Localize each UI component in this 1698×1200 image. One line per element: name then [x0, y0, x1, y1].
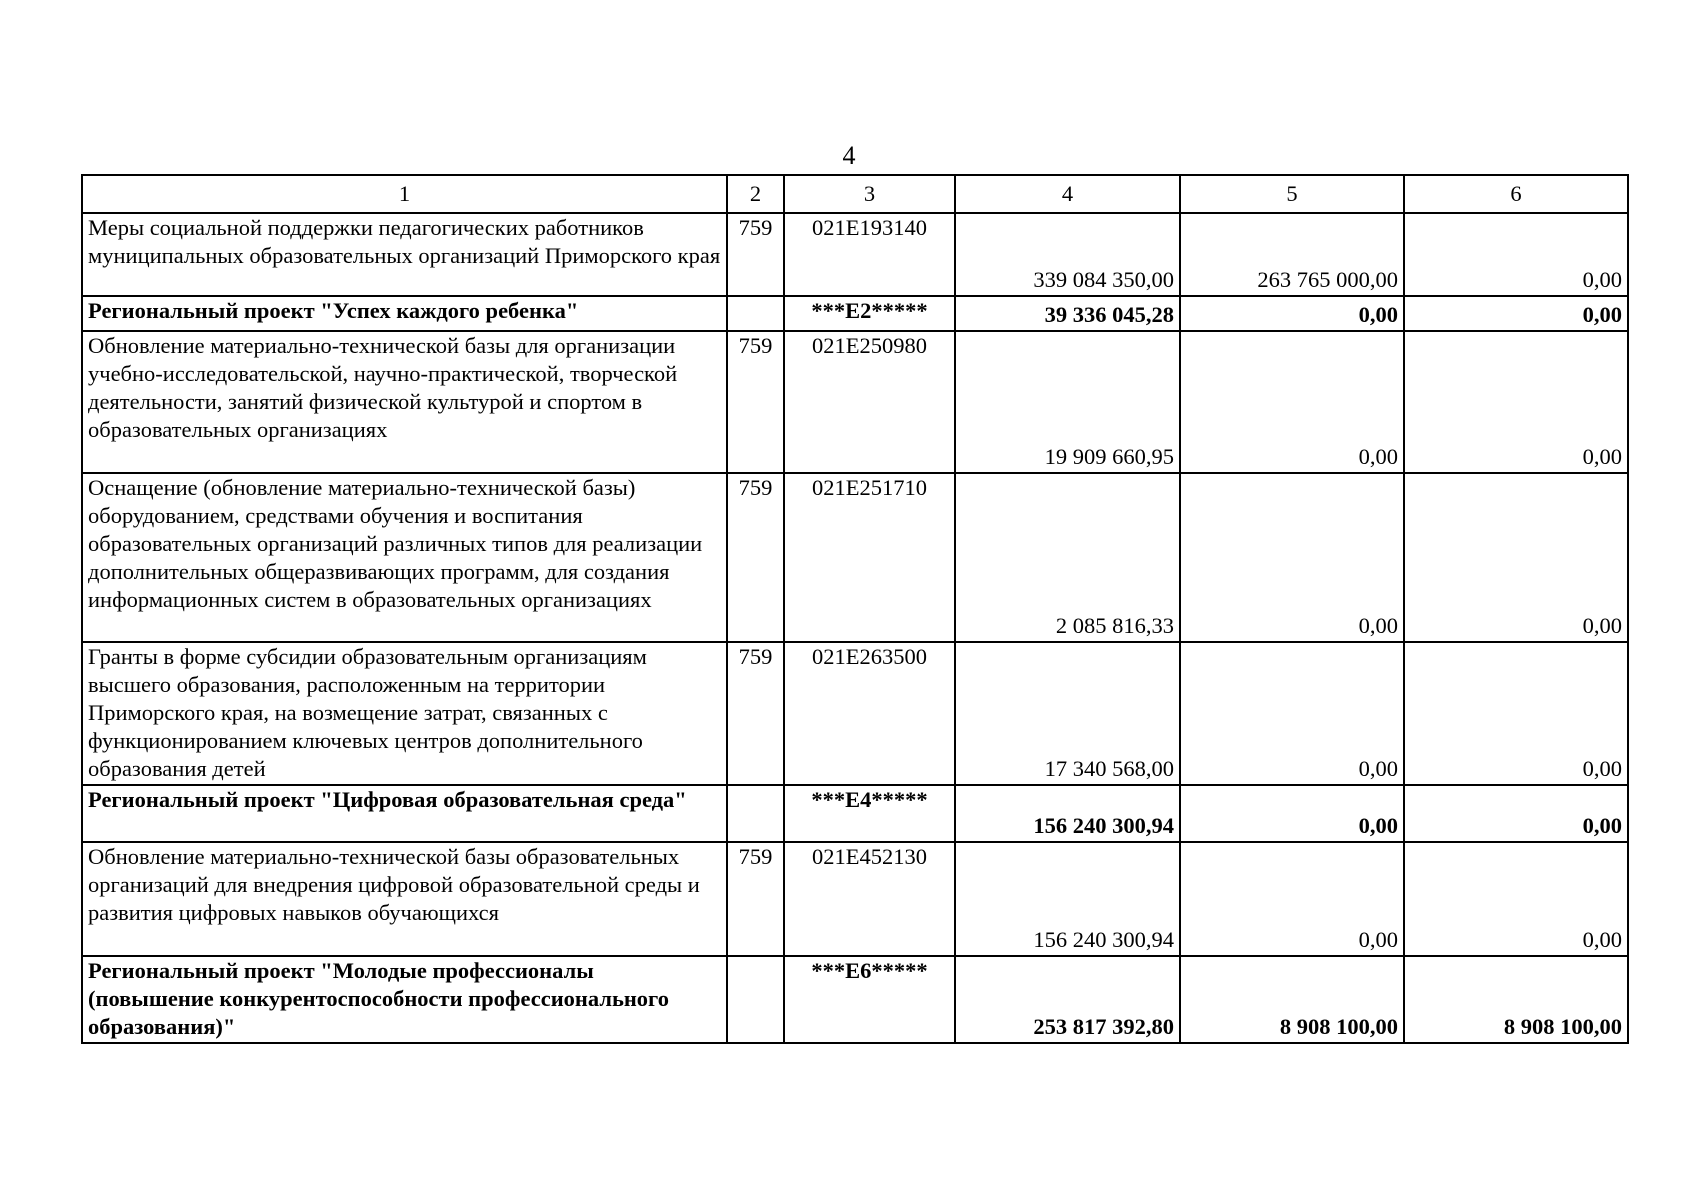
row-value-5: 0,00 [1180, 473, 1404, 642]
row-value-5: 263 765 000,00 [1180, 213, 1404, 296]
row-gr [727, 956, 784, 1043]
row-value-4: 39 336 045,28 [955, 296, 1180, 331]
row-value-6: 0,00 [1404, 473, 1628, 642]
row-value-4: 253 817 392,80 [955, 956, 1180, 1043]
row-value-5: 0,00 [1180, 331, 1404, 473]
row-code: 021E193140 [784, 213, 955, 296]
row-value-5: 0,00 [1180, 296, 1404, 331]
table-row-section [82, 956, 1628, 1043]
row-value-6: 8 908 100,00 [1404, 956, 1628, 1043]
row-code: ***E2***** [784, 296, 955, 331]
budget-table [81, 174, 1629, 1044]
row-value-6: 0,00 [1404, 842, 1628, 956]
column-header: 4 [955, 175, 1180, 213]
column-header: 5 [1180, 175, 1404, 213]
row-gr [727, 296, 784, 331]
row-value-4: 156 240 300,94 [955, 785, 1180, 842]
row-gr: 759 [727, 642, 784, 785]
table-row [82, 213, 1628, 296]
row-gr: 759 [727, 473, 784, 642]
column-header: 2 [727, 175, 784, 213]
row-name: Обновление материально-технической базы образовательных организаций для внедрения цифровой образовательной среды и развития цифровых навыков обучающихся [82, 842, 727, 956]
row-value-4: 19 909 660,95 [955, 331, 1180, 473]
row-name: Региональный проект "Цифровая образовательная среда" [82, 785, 727, 842]
row-value-4: 2 085 816,33 [955, 473, 1180, 642]
page-number: 4 [842, 141, 856, 170]
row-gr: 759 [727, 842, 784, 956]
row-value-6: 0,00 [1404, 296, 1628, 331]
row-value-4: 17 340 568,00 [955, 642, 1180, 785]
column-header: 3 [784, 175, 955, 213]
row-value-5: 8 908 100,00 [1180, 956, 1404, 1043]
row-code: 021E452130 [784, 842, 955, 956]
row-code: ***E4***** [784, 785, 955, 842]
row-code: ***E6***** [784, 956, 955, 1043]
row-name: Оснащение (обновление материально-технической базы) оборудованием, средствами обучения и воспитания образовательных организаций различных типов для реализации дополнительных общеразвивающих программ, для создания информационных систем в образовательных организациях [82, 473, 727, 642]
row-gr [727, 785, 784, 842]
row-code: 021E251710 [784, 473, 955, 642]
row-name: Гранты в форме субсидии образовательным организациям высшего образования, расположенным на территории Приморского края, на возмещение затрат, связанных с функционированием ключевых центров дополнительного образования детей [82, 642, 727, 785]
row-name: Региональный проект "Успех каждого ребенка" [82, 296, 727, 331]
table-row [82, 473, 1628, 642]
row-value-6: 0,00 [1404, 642, 1628, 785]
row-gr: 759 [727, 331, 784, 473]
table-row-section [82, 785, 1628, 842]
row-name: Меры социальной поддержки педагогических работников муниципальных образовательных организаций Приморского края [82, 213, 727, 296]
row-gr: 759 [727, 213, 784, 296]
table-row [82, 642, 1628, 785]
row-code: 021E250980 [784, 331, 955, 473]
row-value-4: 339 084 350,00 [955, 213, 1180, 296]
row-value-6: 0,00 [1404, 213, 1628, 296]
column-header: 6 [1404, 175, 1628, 213]
row-value-5: 0,00 [1180, 842, 1404, 956]
row-value-5: 0,00 [1180, 642, 1404, 785]
row-name: Обновление материально-технической базы для организации учебно-исследовательской, научно-практической, творческой деятельности, занятий физической культурой и спортом в образовательных организациях [82, 331, 727, 473]
row-code: 021E263500 [784, 642, 955, 785]
table-row [82, 331, 1628, 473]
table-row [82, 842, 1628, 956]
row-name: Региональный проект "Молодые профессионалы (повышение конкурентоспособности профессионального образования)" [82, 956, 727, 1043]
row-value-6: 0,00 [1404, 331, 1628, 473]
table-header-row [82, 175, 1628, 213]
table-row-section [82, 296, 1628, 331]
row-value-4: 156 240 300,94 [955, 842, 1180, 956]
row-value-5: 0,00 [1180, 785, 1404, 842]
column-header: 1 [82, 175, 727, 213]
row-value-6: 0,00 [1404, 785, 1628, 842]
